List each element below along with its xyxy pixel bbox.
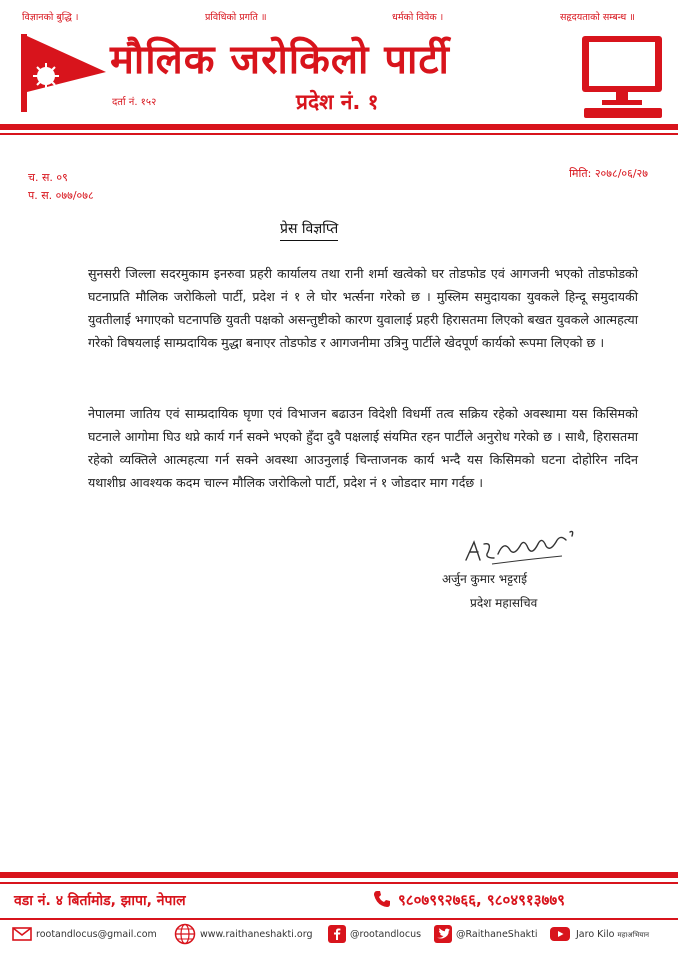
letter-date: मिति: २०७८/०६/२७ [569,167,648,180]
footer-youtube[interactable] [576,929,649,940]
footer-divider [0,872,678,878]
paragraph-2: नेपालमा जातिय एवं साम्प्रदायिक घृणा एवं विभाजन बढाउन विदेशी विधर्मी तत्व सक्रिय रहेको अवस्थामा यस किसिमको घटनाले आगोमा घिउ थप्ने कार्य गर्न सक्ने भएको हुँदा दुवै पक्षलाई संयमित रहन पार्टीले अनुरोध गरेको छ । साथै, हिरासतमा रहेको व्यक्तिले आत्महत्या गर्न सक्ने अवस्था आउनुलाई चिन्ताजनक कार्य भन्दै यस किसिमको घटना दोहोरिन नदिन यथाशीघ्र आवश्यक कदम चाल्न मौलिक जरोकिलो पार्टी, प्रदेश नं १ जोडदार माग गर्दछ । [88,406,638,490]
province-title: प्रदेश नं. १ [296,90,379,114]
footer-phones: ९८०७९९२७६६, ९८०४९१३७७९ [398,891,565,909]
email-icon [12,926,32,942]
phone-icon [372,889,392,909]
facebook-icon [328,925,346,943]
motto-1: विज्ञानको बुद्धि । [22,12,79,23]
youtube-icon [550,927,570,941]
motto-4: सहृदयताको सम्बन्ध ॥ [560,12,635,23]
paragraph-1: सुनसरी जिल्ला सदरमुकाम इनरुवा प्रहरी कार्यालय तथा रानी शर्मा खत्वेको घर तोडफोड एवं आगजनी भएको तोडफोडको घटनाप्रति मौलिक जरोकिलो पार्टी, प्रदेश नं १ ले घोर भर्त्सना गरेको छ । मुस्लिम समुदायका युवकले हिन्दू समुदायकी युवतीलाई भगाएको घटनापछि युवती पक्षको असन्तुष्टीको कारण युवालाई प्रहरी हिरासतमा लिएको बखत युवकले आत्महत्या गरेको विषयलाई साम्प्रदायिक मुद्धा बनाएर तोडफोड र आगजनीमा उत्रिनु पार्टीले खेदपूर्ण कार्यको रूपमा लिएको छ । [88,266,638,350]
footer-address: वडा नं. ४ बिर्तामोड, झापा, नेपाल [14,893,186,909]
footer-website[interactable]: www.raithaneshakti.org [200,929,313,940]
footer-twitter[interactable]: @RaithaneShakti [456,929,538,940]
globe-icon [174,923,196,945]
press-release-heading: प्रेस विज्ञप्ति [280,219,338,241]
motto-2: प्रविधिको प्रगति ॥ [205,12,267,23]
signatory-name: अर्जुन कुमार भट्टराई [442,572,527,586]
signatory-title: प्रदेश महासचिव [470,596,538,610]
signature [462,520,582,568]
motto-3: धर्मको विवेक । [392,12,444,23]
footer-divider-contacts [0,918,678,920]
party-name: मौलिक जरोकिलो पार्टी [110,37,450,83]
footer-email[interactable]: rootandlocus@gmail.com [36,929,157,940]
footer-youtube-suffix: महाअभियान [617,931,650,939]
footer-facebook[interactable]: @rootandlocus [350,929,422,940]
header-divider-thin [0,133,678,135]
header-divider [0,124,678,130]
footer-divider-thin [0,882,678,884]
letter-ref-2: प. स. ०७७/०७८ [28,189,94,202]
letter-ref-1: च. स. ०९ [28,171,68,184]
footer-youtube-name: Jaro Kilo [576,929,615,940]
registration-number: दर्ता नं. १५२ [112,97,157,108]
flag-logo-icon [18,32,110,114]
twitter-icon [434,925,452,943]
computer-icon [580,34,664,120]
